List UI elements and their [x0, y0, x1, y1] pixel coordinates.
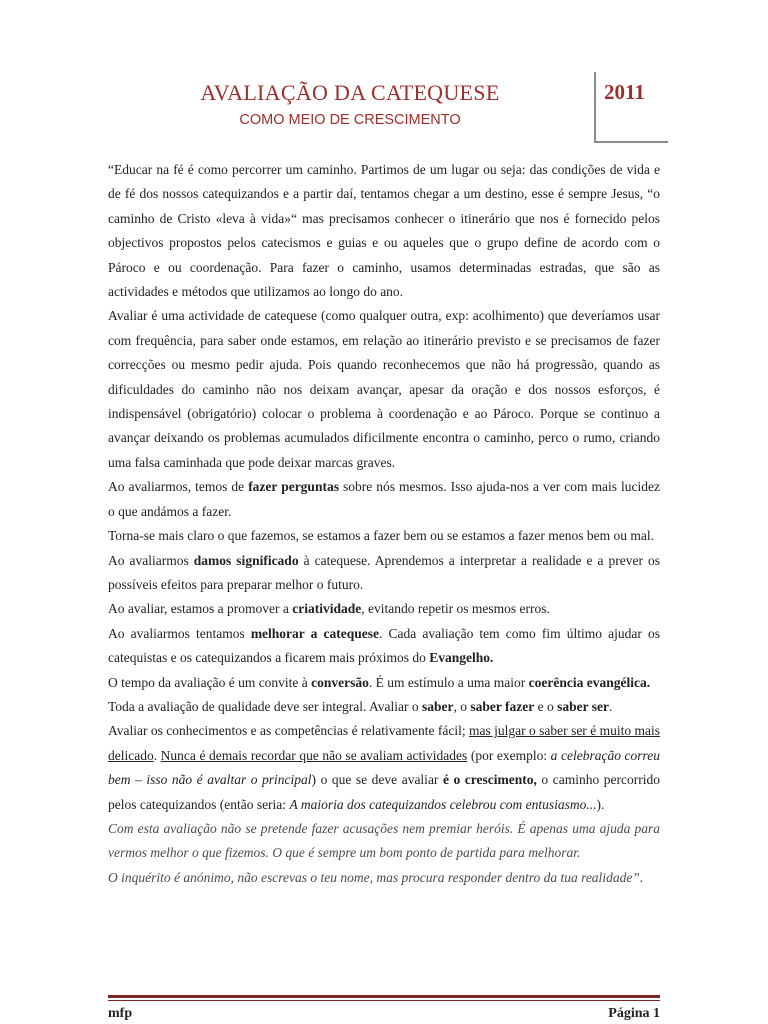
paragraph-5: Ao avaliarmos damos significado à catequese. Aprendemos a interpretar a realidade e a prever os possíveis efeitos para preparar melhor o futuro.	[108, 552, 660, 592]
paragraph-6: Ao avaliar, estamos a promover a criatividade, evitando repetir os mesmos erros.	[108, 601, 550, 617]
paragraph-4: Torna-se mais claro o que fazemos, se estamos a fazer bem ou se estamos a fazer menos bem ou mal.	[108, 528, 654, 544]
paragraph-1: “Educar na fé é como percorrer um caminho. Partimos de um lugar ou seja: das condições de vida e de fé dos nossos catequizandos e a partir daí, tentamos chegar a um destino, esse é sempre Jesus, “o caminho de Cristo «leva à vida»“ mas precisamos conhecer o itinerário que nos é fornecido pelos objectivos propostos pelos catecismos e guias e ou aqueles que o grupo define de acordo com o Pároco e ou coordenação. Para fazer o caminho, usamos determinadas estradas, que são as actividades e métodos que utilizamos ao longo do ano.	[108, 162, 660, 300]
paragraph-11: Com esta avaliação não se pretende fazer acusações nem premiar heróis. É apenas uma ajuda para vermos melhor o que fizemos. O que é sempre um bom ponto de partida para melhorar.	[108, 820, 660, 861]
header-divider-horizontal	[594, 141, 668, 143]
footer-rule-thin	[108, 1000, 660, 1001]
paragraph-12: O inquérito é anónimo, não escrevas o teu nome, mas procura responder dentro da tua realidade”.	[108, 869, 644, 885]
footer-rule-thick	[108, 995, 660, 998]
paragraph-3: Ao avaliarmos, temos de fazer perguntas sobre nós mesmos. Isso ajuda-nos a ver com mais lucidez o que andámos a fazer.	[108, 479, 660, 519]
paragraph-8: O tempo da avaliação é um convite à conversão. É um estímulo a uma maior coerência evangélica.	[108, 674, 651, 690]
paragraph-7: Ao avaliarmos tentamos melhorar a catequese. Cada avaliação tem como fim último ajudar os catequistas e os catequizandos a ficarem mais próximos do Evangelho.	[108, 625, 660, 666]
document-subtitle: COMO MEIO DE CRESCIMENTO	[239, 112, 461, 128]
paragraph-2: Avaliar é uma actividade de catequese (como qualquer outra, exp: acolhimento) que deveríamos usar com frequência, para saber onde estamos, em relação ao itinerário previsto e se precisamos de fazer correcções ou mesmo pedir ajuda. Pois quando reconhecemos que não há progressão, quando as dificuldades do caminho não nos deixam avançar, apesar da oração e dos nossos esforços, é indispensável (obrigatório) colocar o problema à coordenação e ao Pároco. Porque se continuo a avançar deixando os problemas acumulados dificilmente encontra o caminho, perco o rumo, criando uma falsa caminhada que pode deixar marcas graves.	[108, 308, 660, 470]
paragraph-10: Avaliar os conhecimentos e as competências é relativamente fácil; mas julgar o saber ser é muito mais delicado. Nunca é demais recordar que não se avaliam actividades (por exemplo: a celebração correu bem – isso não é avaltar o principal) o que se deve avaliar é o crescimento, o caminho percorrido pelos catequizandos (então seria: A maioria dos catequizandos celebrou com entusiasmo...).	[108, 723, 661, 812]
footer-author: mfp	[108, 1006, 133, 1021]
document-title: AVALIAÇÃO DA CATEQUESE	[200, 80, 500, 105]
paragraph-9: Toda a avaliação de qualidade deve ser integral. Avaliar o saber, o saber fazer e o saber ser.	[108, 698, 613, 714]
header-divider-vertical	[594, 72, 596, 142]
footer-page-number: Página 1	[608, 1006, 660, 1021]
document-body	[108, 158, 660, 890]
document-year: 2011	[604, 80, 645, 104]
